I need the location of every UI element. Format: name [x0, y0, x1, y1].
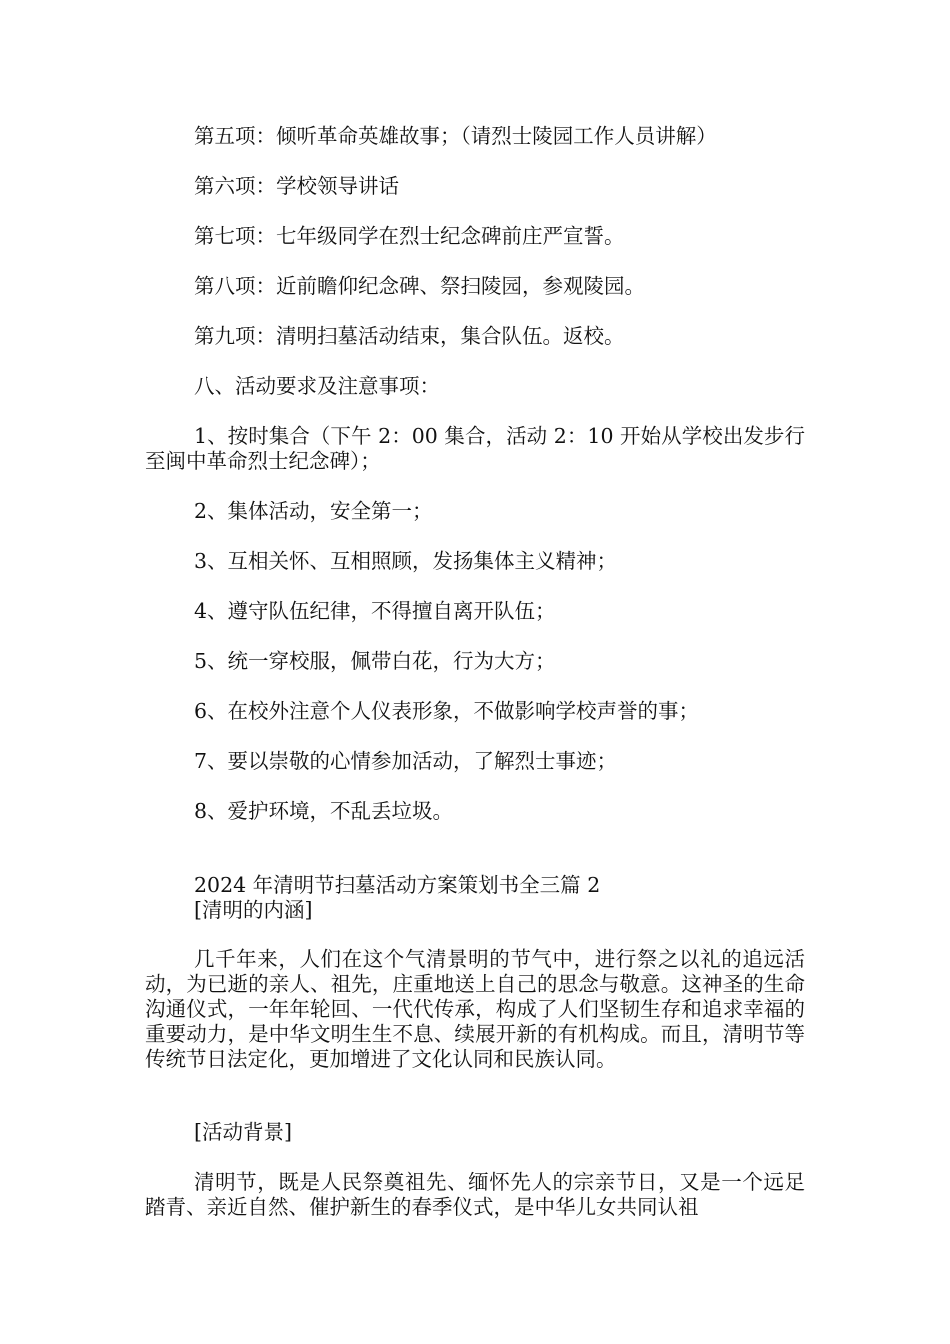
- requirement-item-4: 4、遵守队伍纪律，不得擅自离开队伍；: [194, 599, 556, 623]
- section-title: 2024 年清明节扫墓活动方案策划书全三篇 2: [194, 873, 601, 897]
- requirement-item-3: 3、互相关怀、互相照顾，发扬集体主义精神；: [194, 549, 618, 573]
- section-heading-requirements: 八、活动要求及注意事项：: [194, 374, 440, 398]
- requirement-item-2: 2、集体活动，安全第一；: [194, 499, 433, 523]
- paragraph-item-9: 第九项：清明扫墓活动结束，集合队伍。返校。: [194, 324, 625, 348]
- paragraph-item-6: 第六项：学校领导讲话: [194, 174, 399, 198]
- paragraph-item-8: 第八项：近前瞻仰纪念碑、祭扫陵园，参观陵园。: [194, 274, 645, 298]
- paragraph-item-7: 第七项：七年级同学在烈士纪念碑前庄严宣誓。: [194, 224, 625, 248]
- requirement-item-5: 5、统一穿校服，佩带白花，行为大方；: [194, 649, 556, 673]
- body-paragraph-background: 清明节，既是人民祭奠祖先、缅怀先人的宗亲节日，又是一个远足踏青、亲近自然、催护新生的春季仪式，是中华儿女共同认祖: [145, 1170, 805, 1219]
- requirement-item-6: 6、在校外注意个人仪表形象，不做影响学校声誉的事；: [194, 699, 700, 723]
- body-paragraph-meaning: 几千年来，人们在这个气清景明的节气中，进行祭之以礼的追远活动，为已逝的亲人、祖先，庄重地送上自己的思念与敬意。这神圣的生命沟通仪式，一年年轮回、一代代传承，构成了人们坚韧生存和追求幸福的重要动力，是中华文明生生不息、续展开新的有机构成。而且，清明节等传统节日法定化，更加增进了文化认同和民族认同。: [145, 947, 805, 1071]
- requirement-item-8: 8、爱护环境，不乱丢垃圾。: [194, 799, 454, 823]
- requirement-item-7: 7、要以崇敬的心情参加活动，了解烈士事迹；: [194, 749, 618, 773]
- subheading-background: [活动背景]: [194, 1120, 292, 1144]
- subheading-meaning: [清明的内涵]: [194, 898, 313, 922]
- paragraph-item-5: 第五项：倾听革命英雄故事；（请烈士陵园工作人员讲解）: [194, 124, 717, 148]
- requirement-item-1: 1、按时集合（下午 2：00 集合，活动 2：10 开始从学校出发步行至闽中革命烈士纪念碑）；: [145, 424, 805, 473]
